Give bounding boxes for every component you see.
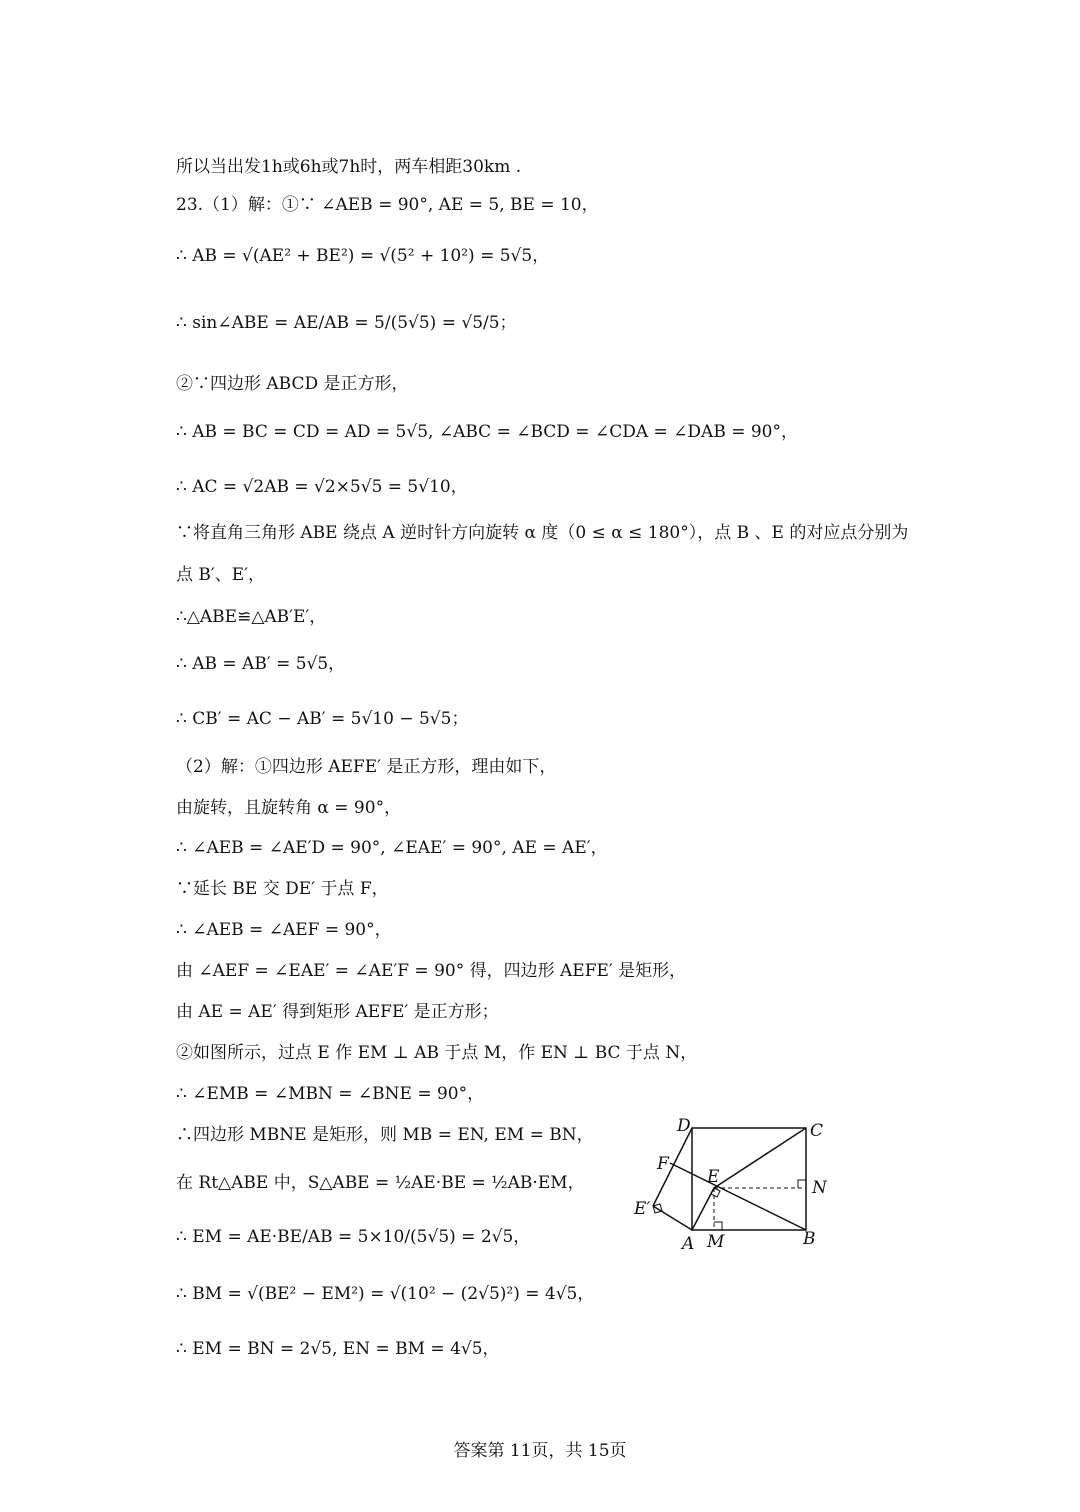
label-e: E (707, 1167, 720, 1187)
text-line-3: ∴ AB = √(AE² + BE²) = √(5² + 10²) = 5√5， (176, 246, 550, 266)
text-line-25: ∴ BM = √(BE² − EM²) = √(10² − (2√5)²) = 4√5， (176, 1284, 595, 1304)
text-line-20: ②如图所示，过点 E 作 EM ⊥ AB 于点 M，作 EN ⊥ BC 于点 N， (176, 1043, 698, 1063)
right-angle-mark-n (798, 1180, 806, 1188)
label-n: N (812, 1178, 827, 1198)
text-line-1: 所以当出发1h或6h或7h时，两车相距30km . (176, 157, 522, 177)
right-angle-mark-m (714, 1222, 722, 1230)
label-d: D (677, 1116, 691, 1136)
text-line-22: ∴四边形 MBNE 是矩形，则 MB = EN, EM = BN， (176, 1125, 594, 1145)
text-line-15: ∴ ∠AEB = ∠AE′D = 90°, ∠EAE′ = 90°, AE = AE′， (176, 838, 608, 858)
text-line-21: ∴ ∠EMB = ∠MBN = ∠BNE = 90°， (176, 1084, 485, 1104)
text-line-18: 由 ∠AEF = ∠EAE′ = ∠AE′F = 90° 得，四边形 AEFE′ 是矩形， (176, 961, 687, 981)
segment-e-prime-a (653, 1206, 692, 1230)
text-line-6: ∴ AB = BC = CD = AD = 5√5, ∠ABC = ∠BCD = ∠CDA = ∠DAB = 90°， (176, 422, 798, 442)
text-line-2: 23.（1）解：①∵ ∠AEB = 90°, AE = 5, BE = 10， (176, 195, 599, 215)
text-line-11: ∴ AB = AB′ = 5√5， (176, 654, 346, 674)
label-a: A (682, 1234, 695, 1254)
geometry-figure (628, 1110, 843, 1255)
text-line-24: ∴ EM = AE·BE/AB = 5×10/(5√5) = 2√5， (176, 1227, 531, 1247)
text-line-9: 点 B′、E′， (176, 565, 266, 585)
text-line-14: 由旋转，且旋转角 α = 90°， (176, 798, 402, 818)
label-c: C (810, 1121, 824, 1141)
page-footer: 答案第 11页，共 15页 (453, 1441, 627, 1461)
text-line-17: ∴ ∠AEB = ∠AEF = 90°， (176, 920, 392, 940)
label-m: M (707, 1232, 725, 1252)
text-line-10: ∴△ABE≌△AB′E′， (176, 607, 327, 627)
text-line-4: ∴ sin∠ABE = AE/AB = 5/(5√5) = √5/5； (176, 313, 517, 333)
text-line-23: 在 Rt△ABE 中，S△ABE = ½AE·BE = ½AB·EM， (176, 1173, 585, 1193)
label-f: F (657, 1154, 669, 1174)
text-line-7: ∴ AC = √2AB = √2×5√5 = 5√10， (176, 477, 468, 497)
text-line-5: ②∵四边形 ABCD 是正方形， (176, 374, 409, 394)
text-line-26: ∴ EM = BN = 2√5, EN = BM = 4√5， (176, 1339, 500, 1359)
segment-ec (714, 1128, 806, 1188)
label-b: B (803, 1229, 816, 1249)
text-line-16: ∵延长 BE 交 DE′ 于点 F， (176, 879, 389, 899)
text-line-8: ∵将直角三角形 ABE 绕点 A 逆时针方向旋转 α 度（0 ≤ α ≤ 180°），点 B 、E 的对应点分别为 (176, 523, 909, 543)
text-line-13: （2）解：①四边形 AEFE′ 是正方形，理由如下， (176, 757, 557, 777)
text-line-19: 由 AE = AE′ 得到矩形 AEFE′ 是正方形； (176, 1002, 499, 1022)
label-e-prime: E′ (634, 1199, 651, 1219)
text-line-12: ∴ CB′ = AC − AB′ = 5√10 − 5√5； (176, 709, 469, 729)
